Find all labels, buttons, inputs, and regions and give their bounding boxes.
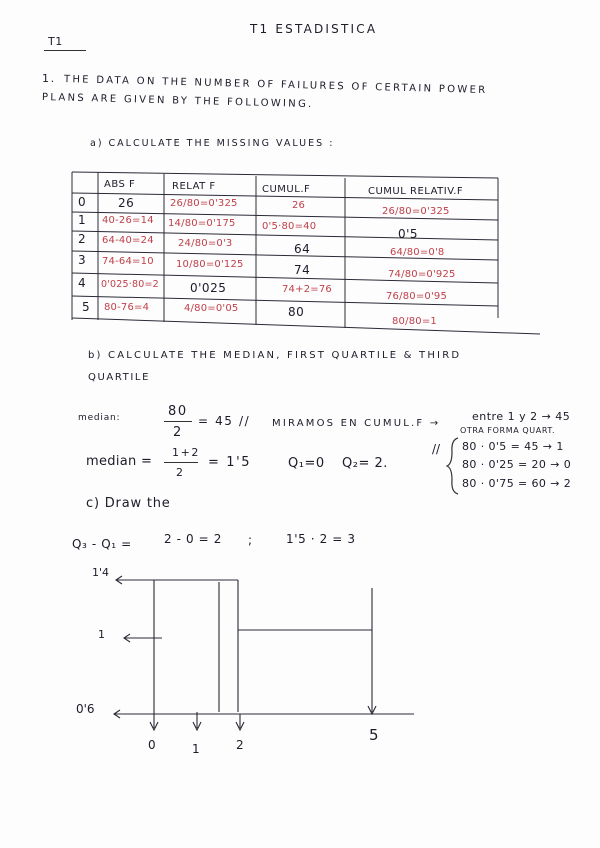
table-header-cumul: CUMUL.F — [262, 184, 311, 195]
fraction2-denominator: 2 — [176, 466, 185, 479]
boxplot-y-label-bottom: 0'6 — [76, 702, 95, 716]
table-cell-x: 3 — [78, 253, 87, 267]
q2-value: Q₂= 2. — [342, 456, 388, 471]
table-cell-abs: 74-64=10 — [102, 256, 154, 267]
problem-statement-line1: THE DATA ON THE NUMBER OF FAILURES OF CERTAIN POWER — [63, 74, 488, 97]
median-word: median: — [78, 413, 121, 423]
quartile-calc-q1: 80 · 0'25 = 20 → 0 — [462, 458, 572, 471]
table-cell-cumrel: 80/80=1 — [392, 316, 437, 327]
problem-number: 1. — [42, 72, 56, 85]
table-cell-rel: 4/80=0'05 — [184, 303, 239, 314]
median-label: median = — [86, 454, 153, 469]
fraction2-numerator: 1+2 — [172, 446, 201, 459]
table-header-abs: ABS F — [104, 179, 136, 190]
brace-prefix: // — [432, 442, 441, 456]
fraction1-denominator: 2 — [173, 425, 183, 440]
miramos-note: MIRAMOS EN CUMUL.F → — [272, 418, 441, 429]
table-cell-cum: 74 — [294, 263, 311, 277]
page-title: T1 ESTADISTICA — [250, 22, 378, 36]
table-cell-abs: 0'025·80=2 — [101, 279, 159, 290]
boxplot-x-label-5: 5 — [369, 726, 379, 744]
q1-value: Q₁=0 — [288, 456, 325, 471]
table-cell-rel: 10/80=0'125 — [176, 259, 244, 270]
fraction2-result: = 1'5 — [208, 455, 252, 470]
quartile-calc-q3: 80 · 0'75 = 60 → 2 — [462, 477, 572, 490]
iqr-label: Q₃ - Q₁ = — [72, 537, 132, 551]
table-cell-abs: 26 — [118, 196, 135, 210]
table-cell-rel: 0'025 — [190, 281, 227, 295]
part-a-heading: a) CALCULATE THE MISSING VALUES : — [90, 138, 335, 149]
table-cell-abs: 64-40=24 — [102, 235, 154, 246]
table-cell-cumrel: 0'5 — [398, 227, 419, 241]
table-header-relat: RELAT F — [172, 181, 216, 192]
section-tag: T1 — [48, 35, 63, 48]
boxplot-y-label-top: 1'4 — [92, 566, 110, 579]
table-cell-cumrel: 76/80=0'95 — [386, 291, 448, 302]
part-c-heading: c) Draw the — [86, 496, 171, 511]
table-cell-x: 1 — [78, 213, 87, 227]
iqr-separator: ; — [248, 533, 254, 547]
whisker-calculation: 1'5 · 2 = 3 — [286, 532, 356, 546]
table-cell-rel: 26/80=0'325 — [170, 198, 238, 209]
table-cell-cum: 74+2=76 — [282, 284, 332, 295]
otra-forma-note: OTRA FORMA QUART. — [460, 426, 556, 435]
table-cell-cumrel: 64/80=0'8 — [390, 247, 445, 258]
table-cell-cum: 26 — [292, 200, 306, 211]
table-cell-cumrel: 74/80=0'925 — [388, 269, 456, 280]
boxplot-x-label-0: 0 — [148, 738, 156, 752]
part-b-heading: b) CALCULATE THE MEDIAN, FIRST QUARTILE & THIRD — [88, 350, 462, 361]
table-cell-x: 0 — [78, 195, 87, 209]
fraction1-numerator: 80 — [168, 404, 188, 419]
boxplot-y-label-mid: 1 — [98, 628, 105, 641]
iqr-calculation: 2 - 0 = 2 — [164, 532, 222, 546]
part-b-heading-line2: QUARTILE — [88, 372, 150, 383]
table-cell-x: 2 — [78, 232, 87, 246]
table-cell-rel: 24/80=0'3 — [178, 238, 233, 249]
table-header-cumul-relat: CUMUL RELATIV.F — [368, 186, 464, 197]
entre-note: entre 1 y 2 → 45 — [472, 410, 571, 423]
boxplot-x-label-2: 2 — [236, 738, 244, 752]
table-cell-x: 4 — [78, 276, 87, 290]
table-cell-rel: 14/80=0'175 — [168, 218, 236, 229]
table-cell-x: 5 — [82, 300, 91, 314]
quartile-calc-median: 80 · 0'5 = 45 → 1 — [462, 440, 564, 453]
table-cell-cumrel: 26/80=0'325 — [382, 206, 450, 217]
fraction1-result: = 45 // — [198, 414, 251, 428]
table-cell-abs: 80-76=4 — [104, 302, 150, 313]
table-cell-cum: 0'5·80=40 — [262, 221, 317, 232]
boxplot-x-label-1: 1 — [192, 742, 200, 756]
table-cell-cum: 64 — [294, 242, 311, 256]
table-cell-cum: 80 — [288, 305, 305, 319]
table-cell-abs: 40-26=14 — [102, 215, 154, 226]
problem-statement-line2: PLANS ARE GIVEN BY THE FOLLOWING. — [41, 92, 314, 111]
